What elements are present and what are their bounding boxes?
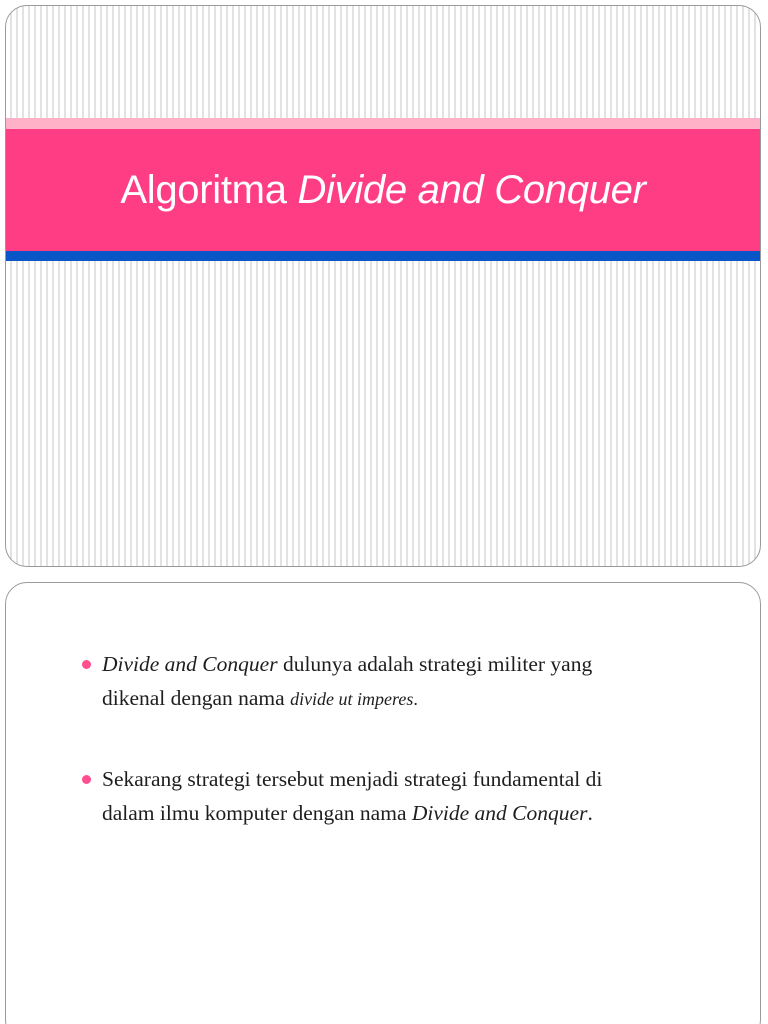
bullet-dot-icon <box>82 660 91 669</box>
bullet-2-text-b: dalam ilmu komputer dengan nama <box>102 801 412 825</box>
title-band-top-stripe <box>6 118 760 129</box>
slide-title-plain: Algoritma <box>120 167 298 212</box>
bullet-2-term: Divide and Conquer <box>411 801 588 825</box>
title-band-bottom-stripe <box>6 251 760 261</box>
bullet-2-period: . <box>587 801 593 825</box>
content-slide <box>5 582 761 1024</box>
slide-title-italic: Divide and Conquer <box>297 167 646 212</box>
bullet-1-text-a: dulunya adalah strategi militer yang <box>277 652 593 676</box>
bullet-list <box>82 647 722 830</box>
title-band <box>6 129 760 251</box>
bullet-1-text-b: dikenal dengan nama <box>102 686 291 710</box>
bullet-1-term: Divide and Conquer <box>102 652 278 676</box>
bullet-1-latin-phrase: divide ut imperes <box>290 689 414 709</box>
bullet-2-text-a: Sekarang strategi tersebut menjadi strategi fundamental di <box>102 767 603 791</box>
bullet-item-1 <box>82 647 722 716</box>
bullet-1-period: . <box>413 689 418 709</box>
bullet-dot-icon <box>82 775 91 784</box>
title-slide <box>5 5 761 567</box>
slide-title <box>120 168 645 213</box>
bullet-item-2 <box>82 762 722 830</box>
